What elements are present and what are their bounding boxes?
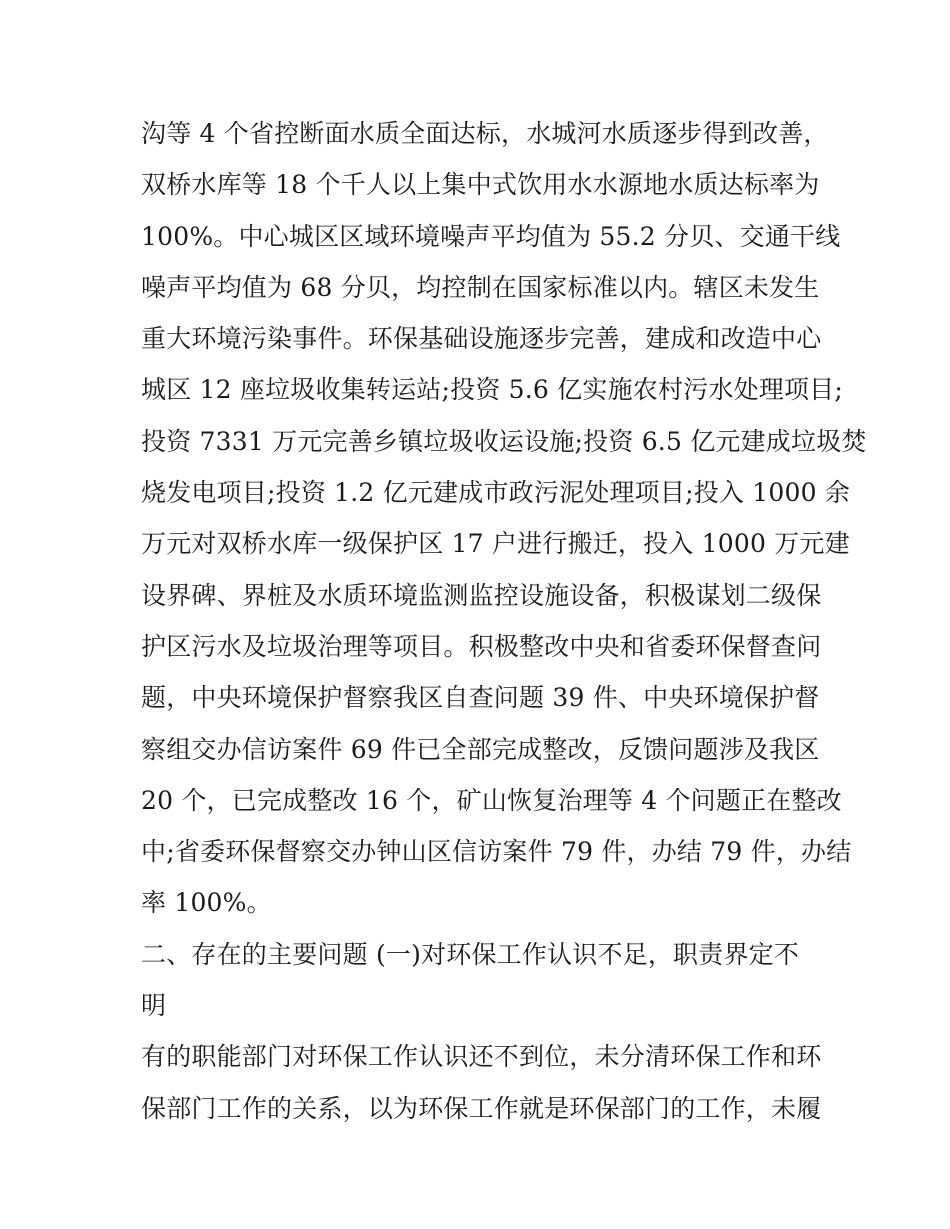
text-line: 投资 7331 万元完善乡镇垃圾收运设施;投资 6.5 亿元建成垃圾焚 bbox=[141, 426, 867, 456]
text-line: 沟等 4 个省控断面水质全面达标，水城河水质逐步得到改善， bbox=[141, 119, 829, 148]
section-heading: 二、存在的主要问题 (一)对环保工作认识不足，职责界定不 bbox=[141, 939, 800, 969]
text-line: 万元对双桥水库一级保护区 17 户进行搬迁，投入 1000 万元建 bbox=[141, 529, 850, 559]
text-line: 率 100%。 bbox=[141, 888, 272, 918]
text-line: 100%。中心城区区域环境噪声平均值为 55.2 分贝、交通干线 bbox=[141, 221, 841, 251]
document-body bbox=[141, 108, 867, 1134]
text-line: 城区 12 座垃圾收集转运站;投资 5.6 亿实施农村污水处理项目; bbox=[141, 375, 844, 405]
text-line: 题，中央环境保护督察我区自查问题 39 件、中央环境保护督 bbox=[141, 683, 820, 713]
section-heading-continuation: 明 bbox=[141, 991, 167, 1021]
text-line: 设界碑、界桩及水质环境监测监控设施设备，积极谋划二级保 bbox=[141, 580, 822, 610]
text-line: 有的职能部门对环保工作认识还不到位，未分清环保工作和环 bbox=[141, 1042, 822, 1072]
text-line: 中;省委环保督察交办钟山区信访案件 79 件，办结 79 件，办结 bbox=[141, 837, 852, 867]
text-line: 保部门工作的关系，以为环保工作就是环保部门的工作，未履 bbox=[141, 1093, 822, 1123]
text-line: 20 个，已完成整改 16 个，矿山恢复治理等 4 个问题正在整改 bbox=[141, 785, 842, 815]
text-line: 双桥水库等 18 个千人以上集中式饮用水水源地水质达标率为 bbox=[141, 170, 820, 200]
text-line: 重大环境污染事件。环保基础设施逐步完善，建成和改造中心 bbox=[141, 324, 822, 354]
text-line: 护区污水及垃圾治理等项目。积极整改中央和省委环保督查问 bbox=[141, 631, 822, 661]
text-line: 噪声平均值为 68 分贝，均控制在国家标准以内。辖区未发生 bbox=[141, 272, 820, 302]
text-line: 烧发电项目;投资 1.2 亿元建成市政污泥处理项目;投入 1000 余 bbox=[141, 478, 851, 508]
text-line: 察组交办信访案件 69 件已全部完成整改，反馈问题涉及我区 bbox=[141, 734, 820, 764]
